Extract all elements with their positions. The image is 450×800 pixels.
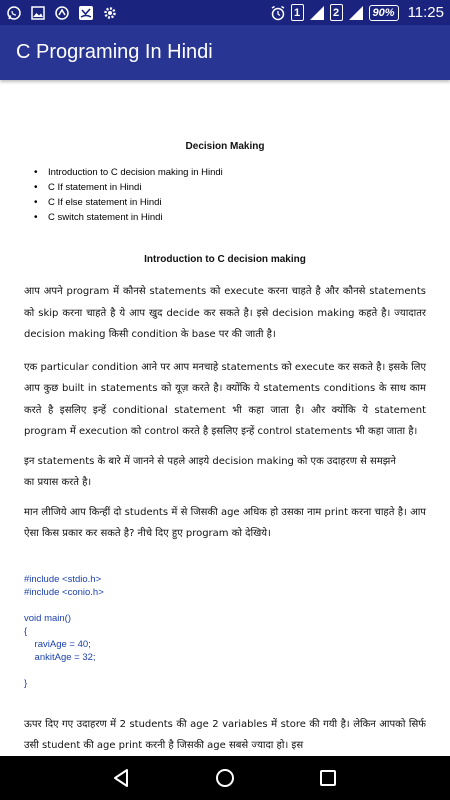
code-snippet: #include <stdio.h> #include <conio.h> void main() { raviAge = 40; ankitAge = 32; } <box>24 573 104 689</box>
whatsapp-icon <box>6 5 22 21</box>
navigation-bar <box>0 756 450 800</box>
section-subheading: Introduction to C decision making <box>144 254 306 265</box>
home-icon[interactable] <box>212 765 238 791</box>
status-bar <box>0 0 450 25</box>
back-icon[interactable] <box>109 765 135 791</box>
clock: 11:25 <box>407 4 444 21</box>
paragraph: इन statements के बारे में जानने से पहले आइये decision making को एक उदाहरण से समझने का प्रयास करते है। <box>24 455 396 488</box>
topic-list-item: • C If else statement in Hindi <box>48 195 426 210</box>
paragraph: आप अपने program में कौनसे statements को execute करना चाहते है और कौनसे statements को skip करना चाहते है ये आप खुद decide कर सकते है। इसे decision making कहते है। ज्यादातर decision making किसी condition के base पर की जाती है। <box>24 286 426 340</box>
sim1-indicator: 1 <box>291 4 304 21</box>
notification-icons <box>6 5 118 21</box>
sim2-indicator: 2 <box>330 4 343 21</box>
topic-list-item: • C If statement in Hindi <box>48 180 426 195</box>
signal-icon <box>348 5 364 21</box>
settings-icon <box>102 5 118 21</box>
app-title: C Programing In Hindi <box>16 41 213 63</box>
sync-icon <box>54 5 70 21</box>
missed-call-icon <box>78 5 94 21</box>
app-bar <box>0 25 450 80</box>
battery-indicator: 90% <box>369 5 399 21</box>
alarm-icon <box>270 5 286 21</box>
paragraph: एक particular condition आने पर आप मनचाहे statements को execute कर सकते है। इसके लिए आप कुछ built in statements को यूज़ करते है। क्योंकि ये statements conditions के साथ काम करते है इसलिए इन्हें conditional statement भी कहा जाता है। और क्योंकि ये statement program में execution को control करते है इसलिए इन्हें control statements भी कहा जाता है। <box>24 361 426 437</box>
topic-list <box>48 165 426 225</box>
paragraph: ऊपर दिए गए उदाहरण में 2 students की age 2 variables में store की गयी है। लेकिन आपको सिर्फ उसी student की age print करनी है जिसकी age सबसे ज्यादा हो। इस <box>24 718 426 751</box>
topic-list-item: • C switch statement in Hindi <box>48 210 426 225</box>
recents-icon[interactable] <box>315 765 341 791</box>
paragraph: मान लीजिये आप किन्हीं दो students में से जिसकी age अधिक हो उसका नाम print करना चाहते है। आप ऐसा किस प्रकार कर सकते है? नीचे दिए हुए program को देखिये। <box>24 506 426 539</box>
system-status <box>270 4 444 21</box>
article-content[interactable] <box>0 80 450 756</box>
image-icon <box>30 5 46 21</box>
article-heading: Decision Making <box>185 141 265 152</box>
topic-list-item: • Introduction to C decision making in Hindi <box>48 165 426 180</box>
signal-icon <box>309 5 325 21</box>
